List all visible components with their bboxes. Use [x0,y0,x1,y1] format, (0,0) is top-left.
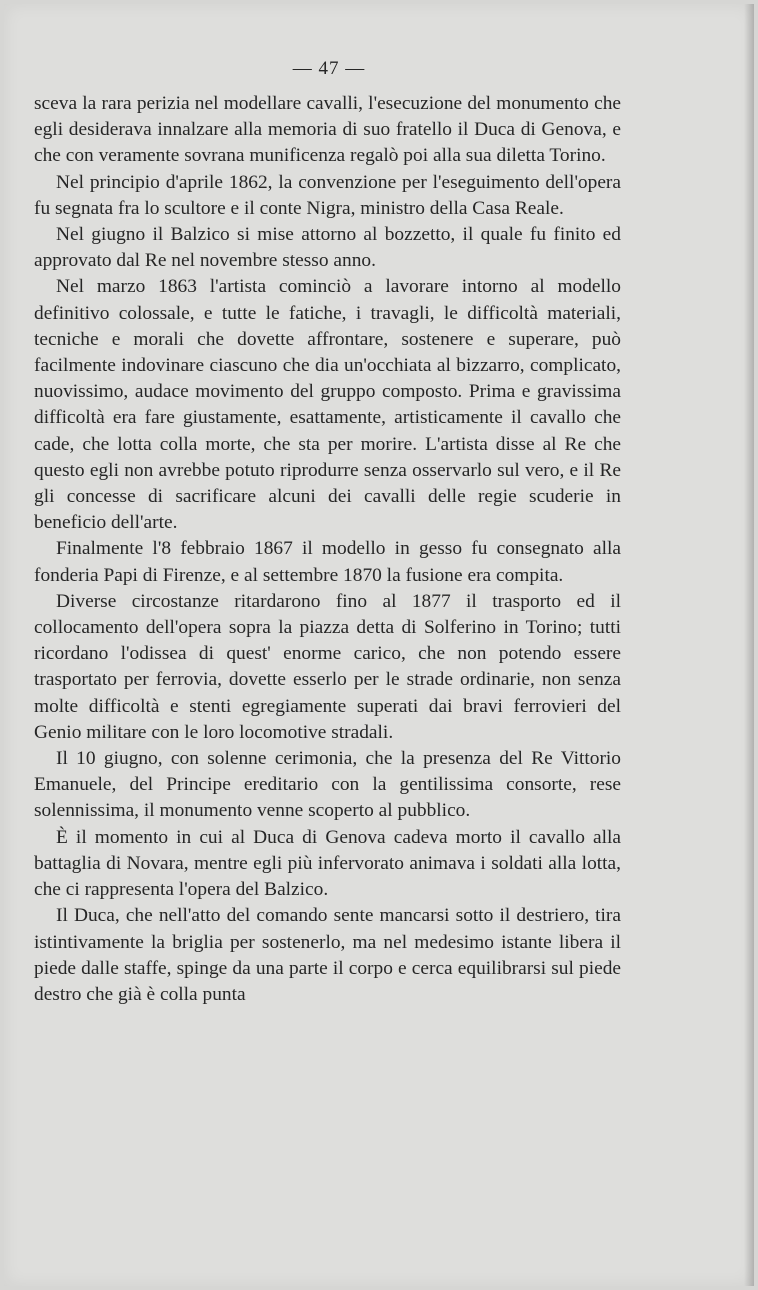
paragraph-9: Il Duca, che nell'atto del comando sente mancarsi sotto il destriero, tira istintivamente la briglia per sostenerlo, ma nel medesimo istante libera il piede dalle staffe, spinge da una parte il corpo e cerca equilibrarsi sul piede destro che già è colla punta [34,905,621,1005]
page-spine-shadow [744,4,754,1286]
paragraph-5: Finalmente l'8 febbraio 1867 il modello in gesso fu consegnato alla fonderia Papi di Firenze, e al settembre 1870 la fusione era compita. [34,538,621,586]
paragraph-2: Nel principio d'aprile 1862, la convenzione per l'eseguimento dell'opera fu segnata fra lo scultore e il conte Nigra, ministro della Casa Reale. [34,171,621,219]
page-number: — 47 — [292,58,366,79]
paragraph-7: Il 10 giugno, con solenne cerimonia, che la presenza del Re Vittorio Emanuele, del Principe ereditario con la gentilissima consorte, rese solennissima, il monumento venne scoperto al pubblico. [34,748,621,822]
book-page [4,4,754,1286]
paragraph-4: Nel marzo 1863 l'artista cominciò a lavorare intorno al modello definitivo colossale, e tutte le fatiche, i travagli, le difficoltà materiali, tecniche e morali che dovette affrontare, sostenere e superare, può facilmente indovinare ciascuno che dia un'occhiata al bizzarro, complicato, nuovissimo, audace movimento del gruppo composto. Prima e gravissima difficoltà era fare giustamente, esattamente, artisticamente il cavallo che cade, che lotta colla morte, che sta per morire. L'artista disse al Re che questo egli non avrebbe potuto riprodurre senza osservarlo sul vero, e il Re gli concesse di sacrificare alcuni dei cavalli delle regie scuderie in beneficio dell'arte. [34,276,621,534]
paragraph-1: sceva la rara perizia nel modellare cavalli, l'esecuzione del monumento che egli desiderava innalzare alla memoria di suo fratello il Duca di Genova, e che con veramente sovrana munificenza regalò poi alla sua diletta Torino. [34,93,621,167]
paragraph-8: È il momento in cui al Duca di Genova cadeva morto il cavallo alla battaglia di Novara, mentre egli più infervorato animava i soldati alla lotta, che ci rappresenta l'opera del Balzico. [34,826,621,901]
paragraph-6: Diverse circostanze ritardarono fino al 1877 il trasporto ed il collocamento dell'opera sopra la piazza detta di Solferino in Torino; tutti ricordano l'odissea di quest' enorme carico, che non potendo essere trasportato per ferrovia, dovette esserlo per le strade ordinarie, non senza molte difficoltà e stenti egregiamente superati dai bravi ferrovieri del Genio militare con le loro locomotive stradali. [34,590,621,743]
paragraph-3: Nel giugno il Balzico si mise attorno al bozzetto, il quale fu finito ed approvato dal Re nel novembre stesso anno. [34,224,621,272]
body-text [34,91,621,1008]
